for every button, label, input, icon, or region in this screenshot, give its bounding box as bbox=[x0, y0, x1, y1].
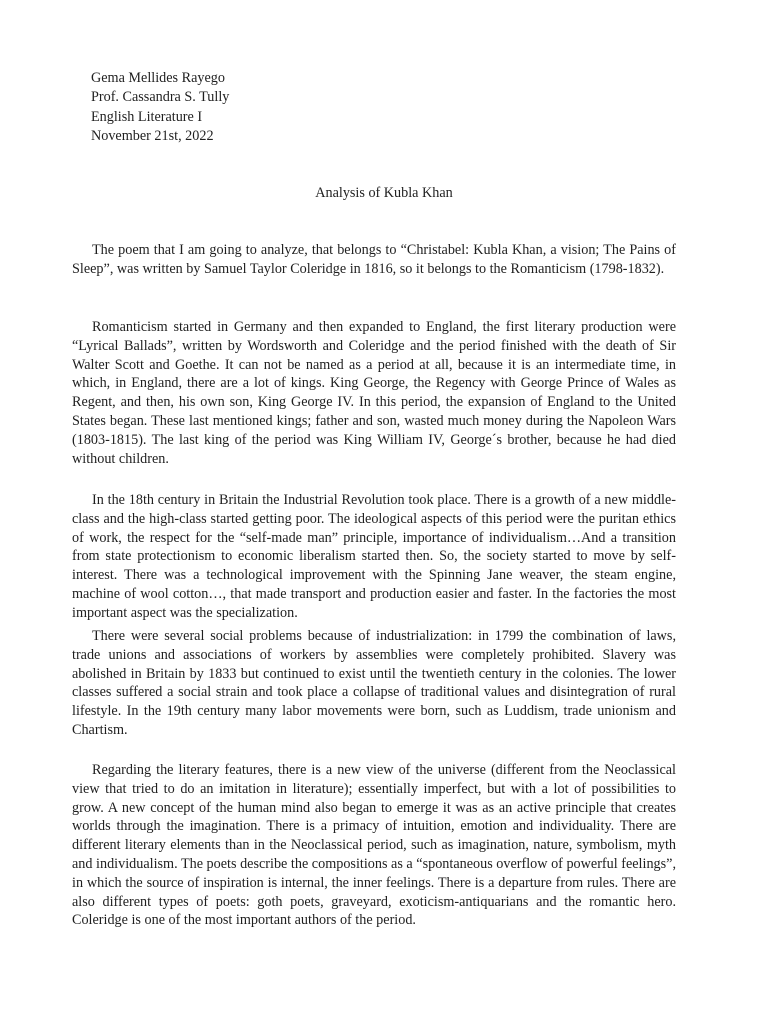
paragraph-text: Romanticism started in Germany and then expanded to England, the first literary production were “Lyrical Ballads”, written by Wordsworth and Coleridge and the period finished with the death of Sir Walter Scott and Goethe. It can not be named as a period at all, because it is an intermediate time, in which, in England, there are a lot of kings. King George, the Regency with George Prince of Wales as Regent, and then, his own son, King George IV. In this period, the expansion of England to the United States began. These last mentioned kings; father and son, wasted much money during the Napoleon Wars (1803-1815). The last king of the period was King William IV, George´s brother, because he had died without children. bbox=[72, 319, 676, 467]
paragraph-text: There were several social problems because of industrialization: in 1799 the combination of laws, trade unions and associations of workers by assemblies were completely prohibited. Slavery was abolished in Britain by 1833 but continued to exist until the twentieth century in the colonies. The lower classes suffered a social strain and took place a collapse of traditional values and disintegration of rural lifestyle. In the 19th century many labor movements were born, such as Luddism, trade unionism and Chartism. bbox=[72, 628, 676, 738]
document-header bbox=[91, 69, 229, 147]
body-paragraph-social-problems bbox=[72, 627, 676, 740]
body-paragraph-romanticism bbox=[72, 318, 676, 468]
paragraph-text: The poem that I am going to analyze, that belongs to “Christabel: Kubla Khan, a vision; The Pains of Sleep”, was written by Samuel Taylor Coleridge in 1816, so it belongs to the Romanticism (1798-1832). bbox=[72, 242, 676, 277]
author-name: Gema Mellides Rayego bbox=[91, 70, 225, 86]
document-date: November 21st, 2022 bbox=[91, 128, 214, 145]
paragraph-text: In the 18th century in Britain the Industrial Revolution took place. There is a growth of a new middle-class and the high-class started getting poor. The ideological aspects of this period were the puritan ethics of work, the respect for the “self-made man” principle, importance of individualism…And a transition from state protectionism to economic liberalism started then. So, the society started to move by self-interest. There was a technological improvement with the Spinning Jane weaver, the steam engine, machine of wool cotton…, that made transport and production easier and faster. In the factories the most important aspect was the specialization. bbox=[72, 492, 676, 621]
body-paragraph-industrial-revolution bbox=[72, 491, 676, 623]
paragraph-text: Regarding the literary features, there is a new view of the universe (different from the Neoclassical view that tried to do an imitation in literature); essentially imperfect, but with a lot of possibilities to grow. A new concept of the human mind also began to emerge it was as an active principle that creates worlds through the imagination. There is a primacy of intuition, emotion and individuality. There are different literary elements than in the Neoclassical period, such as imagination, nature, symbolism, myth and individualism. The poets describe the compositions as a “spontaneous overflow of powerful feelings”, in which the source of inspiration is internal, the inner feelings. There is a departure from rules. There are also different types of poets: goth poets, graveyard, exoticism-antiquarians and the romantic hero. Coleridge is one of the most important authors of the period. bbox=[72, 762, 676, 929]
document-title: Analysis of Kubla Khan bbox=[315, 185, 453, 201]
professor-name: Prof. Cassandra S. Tully bbox=[91, 89, 230, 106]
body-paragraph-intro bbox=[72, 241, 676, 279]
body-paragraph-literary-features bbox=[72, 761, 676, 930]
course-name: English Literature I bbox=[91, 108, 203, 125]
